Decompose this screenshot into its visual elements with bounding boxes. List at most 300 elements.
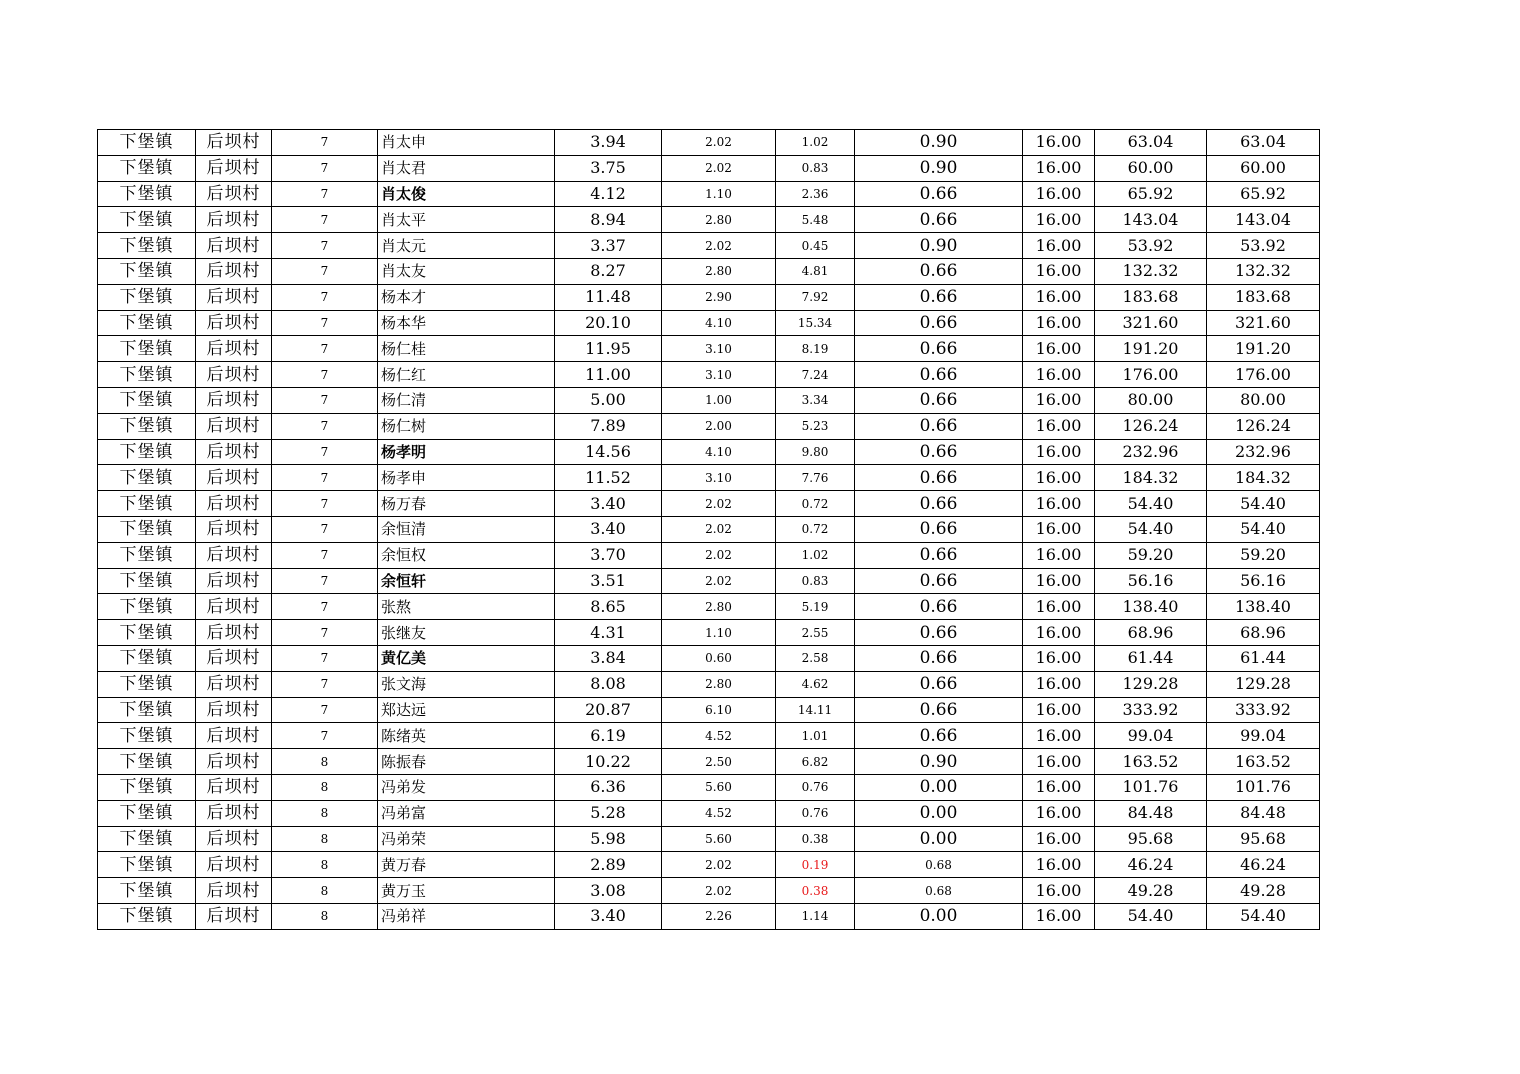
- amount-cell: 95.68: [1095, 826, 1207, 852]
- total-area-cell: 20.10: [555, 310, 662, 336]
- village-cell: 后坝村: [196, 362, 272, 388]
- name-cell: 余恒权: [378, 542, 555, 568]
- town-cell: 下堡镇: [98, 723, 196, 749]
- area-b-cell: 15.34: [776, 310, 855, 336]
- area-b-cell: 9.80: [776, 439, 855, 465]
- group-cell: 7: [272, 387, 378, 413]
- area-a-cell: 2.80: [662, 671, 776, 697]
- town-cell: 下堡镇: [98, 568, 196, 594]
- total-area-cell: 3.51: [555, 568, 662, 594]
- area-b-cell: 0.19: [776, 852, 855, 878]
- rate-cell: 16.00: [1023, 723, 1095, 749]
- town-cell: 下堡镇: [98, 310, 196, 336]
- name-cell: 肖太元: [378, 233, 555, 259]
- town-cell: 下堡镇: [98, 800, 196, 826]
- area-a-cell: 4.52: [662, 800, 776, 826]
- rate-cell: 16.00: [1023, 310, 1095, 336]
- town-cell: 下堡镇: [98, 233, 196, 259]
- town-cell: 下堡镇: [98, 774, 196, 800]
- area-b-cell: 5.23: [776, 413, 855, 439]
- village-cell: 后坝村: [196, 155, 272, 181]
- table-row: [98, 310, 1320, 336]
- table-row: [98, 439, 1320, 465]
- rate-cell: 16.00: [1023, 465, 1095, 491]
- group-cell: 8: [272, 852, 378, 878]
- amount-cell: 54.40: [1095, 903, 1207, 929]
- group-cell: 7: [272, 439, 378, 465]
- ratio-cell: 0.90: [855, 155, 1023, 181]
- amount-cell: 53.92: [1095, 233, 1207, 259]
- rate-cell: 16.00: [1023, 878, 1095, 904]
- ratio-cell: 0.90: [855, 749, 1023, 775]
- name-cell: 肖太申: [378, 130, 555, 156]
- area-a-cell: 6.10: [662, 697, 776, 723]
- area-b-cell: 4.62: [776, 671, 855, 697]
- name-cell: 黄万春: [378, 852, 555, 878]
- amount-cell: 54.40: [1095, 491, 1207, 517]
- table-row: [98, 903, 1320, 929]
- village-cell: 后坝村: [196, 207, 272, 233]
- amount-cell: 143.04: [1095, 207, 1207, 233]
- table-row: [98, 697, 1320, 723]
- amount-cell: 321.60: [1095, 310, 1207, 336]
- amount-cell: 54.40: [1095, 516, 1207, 542]
- area-b-cell: 5.48: [776, 207, 855, 233]
- total-area-cell: 6.19: [555, 723, 662, 749]
- subsidy-cell: 101.76: [1207, 774, 1320, 800]
- subsidy-cell: 65.92: [1207, 181, 1320, 207]
- subsidy-cell: 49.28: [1207, 878, 1320, 904]
- ratio-cell: 0.66: [855, 362, 1023, 388]
- table-row: [98, 594, 1320, 620]
- amount-cell: 65.92: [1095, 181, 1207, 207]
- ratio-cell: 0.90: [855, 130, 1023, 156]
- subsidy-cell: 60.00: [1207, 155, 1320, 181]
- name-cell: 余恒轩: [378, 568, 555, 594]
- ratio-cell: 0.66: [855, 387, 1023, 413]
- village-cell: 后坝村: [196, 774, 272, 800]
- area-b-cell: 1.14: [776, 903, 855, 929]
- total-area-cell: 11.48: [555, 284, 662, 310]
- area-b-cell: 3.34: [776, 387, 855, 413]
- amount-cell: 68.96: [1095, 620, 1207, 646]
- village-cell: 后坝村: [196, 336, 272, 362]
- group-cell: 7: [272, 542, 378, 568]
- total-area-cell: 3.40: [555, 491, 662, 517]
- name-cell: 肖太俊: [378, 181, 555, 207]
- table-row: [98, 155, 1320, 181]
- amount-cell: 184.32: [1095, 465, 1207, 491]
- village-cell: 后坝村: [196, 671, 272, 697]
- total-area-cell: 8.08: [555, 671, 662, 697]
- town-cell: 下堡镇: [98, 645, 196, 671]
- rate-cell: 16.00: [1023, 697, 1095, 723]
- ratio-cell: 0.66: [855, 439, 1023, 465]
- town-cell: 下堡镇: [98, 413, 196, 439]
- group-cell: 7: [272, 284, 378, 310]
- name-cell: 杨孝明: [378, 439, 555, 465]
- table-row: [98, 542, 1320, 568]
- area-b-cell: 0.83: [776, 568, 855, 594]
- rate-cell: 16.00: [1023, 594, 1095, 620]
- area-a-cell: 0.60: [662, 645, 776, 671]
- total-area-cell: 8.27: [555, 258, 662, 284]
- table-row: [98, 130, 1320, 156]
- amount-cell: 61.44: [1095, 645, 1207, 671]
- area-b-cell: 0.76: [776, 800, 855, 826]
- rate-cell: 16.00: [1023, 826, 1095, 852]
- rate-cell: 16.00: [1023, 542, 1095, 568]
- name-cell: 黄万玉: [378, 878, 555, 904]
- ratio-cell: 0.66: [855, 491, 1023, 517]
- town-cell: 下堡镇: [98, 491, 196, 517]
- subsidy-cell: 191.20: [1207, 336, 1320, 362]
- area-a-cell: 2.02: [662, 852, 776, 878]
- name-cell: 杨仁树: [378, 413, 555, 439]
- area-b-cell: 0.45: [776, 233, 855, 259]
- total-area-cell: 8.94: [555, 207, 662, 233]
- area-a-cell: 4.10: [662, 439, 776, 465]
- group-cell: 8: [272, 774, 378, 800]
- subsidy-cell: 54.40: [1207, 491, 1320, 517]
- rate-cell: 16.00: [1023, 516, 1095, 542]
- ratio-cell: 0.68: [855, 852, 1023, 878]
- area-a-cell: 2.02: [662, 568, 776, 594]
- area-a-cell: 1.00: [662, 387, 776, 413]
- town-cell: 下堡镇: [98, 284, 196, 310]
- group-cell: 7: [272, 671, 378, 697]
- village-cell: 后坝村: [196, 310, 272, 336]
- area-a-cell: 1.10: [662, 181, 776, 207]
- amount-cell: 138.40: [1095, 594, 1207, 620]
- subsidy-cell: 333.92: [1207, 697, 1320, 723]
- amount-cell: 176.00: [1095, 362, 1207, 388]
- ratio-cell: 0.00: [855, 903, 1023, 929]
- area-b-cell: 2.55: [776, 620, 855, 646]
- ratio-cell: 0.68: [855, 878, 1023, 904]
- area-b-cell: 7.92: [776, 284, 855, 310]
- ratio-cell: 0.66: [855, 310, 1023, 336]
- total-area-cell: 7.89: [555, 413, 662, 439]
- total-area-cell: 11.52: [555, 465, 662, 491]
- area-a-cell: 2.02: [662, 233, 776, 259]
- area-a-cell: 2.26: [662, 903, 776, 929]
- total-area-cell: 3.08: [555, 878, 662, 904]
- subsidy-cell: 143.04: [1207, 207, 1320, 233]
- rate-cell: 16.00: [1023, 130, 1095, 156]
- group-cell: 7: [272, 645, 378, 671]
- group-cell: 8: [272, 826, 378, 852]
- village-cell: 后坝村: [196, 233, 272, 259]
- area-b-cell: 1.02: [776, 542, 855, 568]
- rate-cell: 16.00: [1023, 852, 1095, 878]
- town-cell: 下堡镇: [98, 258, 196, 284]
- town-cell: 下堡镇: [98, 207, 196, 233]
- group-cell: 8: [272, 800, 378, 826]
- total-area-cell: 3.37: [555, 233, 662, 259]
- table-row: [98, 284, 1320, 310]
- ratio-cell: 0.66: [855, 697, 1023, 723]
- subsidy-cell: 129.28: [1207, 671, 1320, 697]
- village-cell: 后坝村: [196, 516, 272, 542]
- town-cell: 下堡镇: [98, 697, 196, 723]
- group-cell: 8: [272, 878, 378, 904]
- total-area-cell: 5.28: [555, 800, 662, 826]
- total-area-cell: 3.75: [555, 155, 662, 181]
- village-cell: 后坝村: [196, 491, 272, 517]
- group-cell: 7: [272, 620, 378, 646]
- town-cell: 下堡镇: [98, 878, 196, 904]
- ratio-cell: 0.66: [855, 723, 1023, 749]
- name-cell: 杨万春: [378, 491, 555, 517]
- table-row: [98, 465, 1320, 491]
- name-cell: 张继友: [378, 620, 555, 646]
- subsidy-cell: 95.68: [1207, 826, 1320, 852]
- amount-cell: 60.00: [1095, 155, 1207, 181]
- amount-cell: 49.28: [1095, 878, 1207, 904]
- area-b-cell: 0.83: [776, 155, 855, 181]
- name-cell: 杨仁桂: [378, 336, 555, 362]
- name-cell: 陈振春: [378, 749, 555, 775]
- table-row: [98, 413, 1320, 439]
- village-cell: 后坝村: [196, 439, 272, 465]
- group-cell: 7: [272, 594, 378, 620]
- ratio-cell: 0.66: [855, 258, 1023, 284]
- subsidy-cell: 84.48: [1207, 800, 1320, 826]
- amount-cell: 46.24: [1095, 852, 1207, 878]
- name-cell: 杨本才: [378, 284, 555, 310]
- ratio-cell: 0.66: [855, 568, 1023, 594]
- village-cell: 后坝村: [196, 878, 272, 904]
- village-cell: 后坝村: [196, 852, 272, 878]
- town-cell: 下堡镇: [98, 465, 196, 491]
- town-cell: 下堡镇: [98, 181, 196, 207]
- ratio-cell: 0.90: [855, 233, 1023, 259]
- village-cell: 后坝村: [196, 568, 272, 594]
- name-cell: 郑达远: [378, 697, 555, 723]
- table-row: [98, 620, 1320, 646]
- name-cell: 冯弟祥: [378, 903, 555, 929]
- group-cell: 7: [272, 697, 378, 723]
- group-cell: 8: [272, 903, 378, 929]
- group-cell: 7: [272, 413, 378, 439]
- group-cell: 7: [272, 362, 378, 388]
- group-cell: 7: [272, 233, 378, 259]
- rate-cell: 16.00: [1023, 233, 1095, 259]
- rate-cell: 16.00: [1023, 749, 1095, 775]
- town-cell: 下堡镇: [98, 620, 196, 646]
- name-cell: 张熬: [378, 594, 555, 620]
- area-a-cell: 3.10: [662, 465, 776, 491]
- subsidy-cell: 126.24: [1207, 413, 1320, 439]
- group-cell: 8: [272, 749, 378, 775]
- table-row: [98, 336, 1320, 362]
- area-a-cell: 5.60: [662, 826, 776, 852]
- area-b-cell: 4.81: [776, 258, 855, 284]
- group-cell: 7: [272, 258, 378, 284]
- table-row: [98, 774, 1320, 800]
- amount-cell: 129.28: [1095, 671, 1207, 697]
- name-cell: 冯弟发: [378, 774, 555, 800]
- village-cell: 后坝村: [196, 749, 272, 775]
- rate-cell: 16.00: [1023, 336, 1095, 362]
- table-row: [98, 749, 1320, 775]
- ratio-cell: 0.66: [855, 516, 1023, 542]
- area-a-cell: 2.00: [662, 413, 776, 439]
- group-cell: 7: [272, 336, 378, 362]
- total-area-cell: 3.70: [555, 542, 662, 568]
- name-cell: 杨仁清: [378, 387, 555, 413]
- village-cell: 后坝村: [196, 826, 272, 852]
- name-cell: 冯弟荣: [378, 826, 555, 852]
- town-cell: 下堡镇: [98, 336, 196, 362]
- table-row: [98, 516, 1320, 542]
- name-cell: 肖太友: [378, 258, 555, 284]
- subsidy-cell: 132.32: [1207, 258, 1320, 284]
- name-cell: 肖太平: [378, 207, 555, 233]
- ratio-cell: 0.66: [855, 594, 1023, 620]
- village-cell: 后坝村: [196, 542, 272, 568]
- ratio-cell: 0.00: [855, 826, 1023, 852]
- total-area-cell: 3.40: [555, 516, 662, 542]
- village-cell: 后坝村: [196, 903, 272, 929]
- area-a-cell: 2.80: [662, 594, 776, 620]
- village-cell: 后坝村: [196, 181, 272, 207]
- total-area-cell: 2.89: [555, 852, 662, 878]
- group-cell: 7: [272, 130, 378, 156]
- name-cell: 杨仁红: [378, 362, 555, 388]
- name-cell: 余恒清: [378, 516, 555, 542]
- subsidy-cell: 80.00: [1207, 387, 1320, 413]
- total-area-cell: 20.87: [555, 697, 662, 723]
- area-a-cell: 2.80: [662, 258, 776, 284]
- village-cell: 后坝村: [196, 284, 272, 310]
- amount-cell: 191.20: [1095, 336, 1207, 362]
- rate-cell: 16.00: [1023, 362, 1095, 388]
- ratio-cell: 0.66: [855, 284, 1023, 310]
- area-b-cell: 0.38: [776, 878, 855, 904]
- village-cell: 后坝村: [196, 594, 272, 620]
- ratio-cell: 0.00: [855, 774, 1023, 800]
- area-b-cell: 8.19: [776, 336, 855, 362]
- area-a-cell: 2.02: [662, 516, 776, 542]
- area-b-cell: 7.76: [776, 465, 855, 491]
- group-cell: 7: [272, 207, 378, 233]
- subsidy-cell: 46.24: [1207, 852, 1320, 878]
- subsidy-cell: 56.16: [1207, 568, 1320, 594]
- ratio-cell: 0.66: [855, 465, 1023, 491]
- subsidy-cell: 138.40: [1207, 594, 1320, 620]
- table-row: [98, 800, 1320, 826]
- village-cell: 后坝村: [196, 387, 272, 413]
- town-cell: 下堡镇: [98, 542, 196, 568]
- ratio-cell: 0.66: [855, 645, 1023, 671]
- area-b-cell: 2.58: [776, 645, 855, 671]
- area-a-cell: 2.02: [662, 155, 776, 181]
- village-cell: 后坝村: [196, 800, 272, 826]
- area-b-cell: 6.82: [776, 749, 855, 775]
- area-b-cell: 0.76: [776, 774, 855, 800]
- town-cell: 下堡镇: [98, 362, 196, 388]
- village-cell: 后坝村: [196, 723, 272, 749]
- name-cell: 冯弟富: [378, 800, 555, 826]
- rate-cell: 16.00: [1023, 774, 1095, 800]
- subsidy-cell: 183.68: [1207, 284, 1320, 310]
- area-b-cell: 14.11: [776, 697, 855, 723]
- name-cell: 杨本华: [378, 310, 555, 336]
- area-a-cell: 3.10: [662, 362, 776, 388]
- subsidy-cell: 163.52: [1207, 749, 1320, 775]
- town-cell: 下堡镇: [98, 439, 196, 465]
- town-cell: 下堡镇: [98, 749, 196, 775]
- table-row: [98, 723, 1320, 749]
- village-cell: 后坝村: [196, 645, 272, 671]
- table-row: [98, 181, 1320, 207]
- name-cell: 陈绪英: [378, 723, 555, 749]
- village-cell: 后坝村: [196, 258, 272, 284]
- table-row: [98, 826, 1320, 852]
- ratio-cell: 0.66: [855, 181, 1023, 207]
- group-cell: 7: [272, 155, 378, 181]
- area-a-cell: 4.10: [662, 310, 776, 336]
- area-a-cell: 2.50: [662, 749, 776, 775]
- amount-cell: 84.48: [1095, 800, 1207, 826]
- subsidy-cell: 68.96: [1207, 620, 1320, 646]
- table-row: [98, 362, 1320, 388]
- village-cell: 后坝村: [196, 413, 272, 439]
- amount-cell: 80.00: [1095, 387, 1207, 413]
- total-area-cell: 10.22: [555, 749, 662, 775]
- area-b-cell: 0.72: [776, 516, 855, 542]
- total-area-cell: 11.95: [555, 336, 662, 362]
- amount-cell: 101.76: [1095, 774, 1207, 800]
- ratio-cell: 0.66: [855, 413, 1023, 439]
- total-area-cell: 14.56: [555, 439, 662, 465]
- area-a-cell: 2.02: [662, 878, 776, 904]
- area-b-cell: 5.19: [776, 594, 855, 620]
- ratio-cell: 0.66: [855, 620, 1023, 646]
- town-cell: 下堡镇: [98, 594, 196, 620]
- town-cell: 下堡镇: [98, 903, 196, 929]
- rate-cell: 16.00: [1023, 620, 1095, 646]
- subsidy-cell: 232.96: [1207, 439, 1320, 465]
- area-b-cell: 1.02: [776, 130, 855, 156]
- total-area-cell: 3.40: [555, 903, 662, 929]
- name-cell: 黄亿美: [378, 645, 555, 671]
- total-area-cell: 4.31: [555, 620, 662, 646]
- town-cell: 下堡镇: [98, 130, 196, 156]
- town-cell: 下堡镇: [98, 671, 196, 697]
- ratio-cell: 0.66: [855, 336, 1023, 362]
- table-row: [98, 491, 1320, 517]
- area-a-cell: 3.10: [662, 336, 776, 362]
- name-cell: 杨孝申: [378, 465, 555, 491]
- total-area-cell: 5.00: [555, 387, 662, 413]
- subsidy-cell: 61.44: [1207, 645, 1320, 671]
- area-b-cell: 0.72: [776, 491, 855, 517]
- rate-cell: 16.00: [1023, 645, 1095, 671]
- area-a-cell: 2.02: [662, 491, 776, 517]
- amount-cell: 99.04: [1095, 723, 1207, 749]
- group-cell: 7: [272, 568, 378, 594]
- table-row: [98, 878, 1320, 904]
- subsidy-cell: 53.92: [1207, 233, 1320, 259]
- rate-cell: 16.00: [1023, 284, 1095, 310]
- total-area-cell: 6.36: [555, 774, 662, 800]
- town-cell: 下堡镇: [98, 155, 196, 181]
- table-row: [98, 233, 1320, 259]
- table-row: [98, 258, 1320, 284]
